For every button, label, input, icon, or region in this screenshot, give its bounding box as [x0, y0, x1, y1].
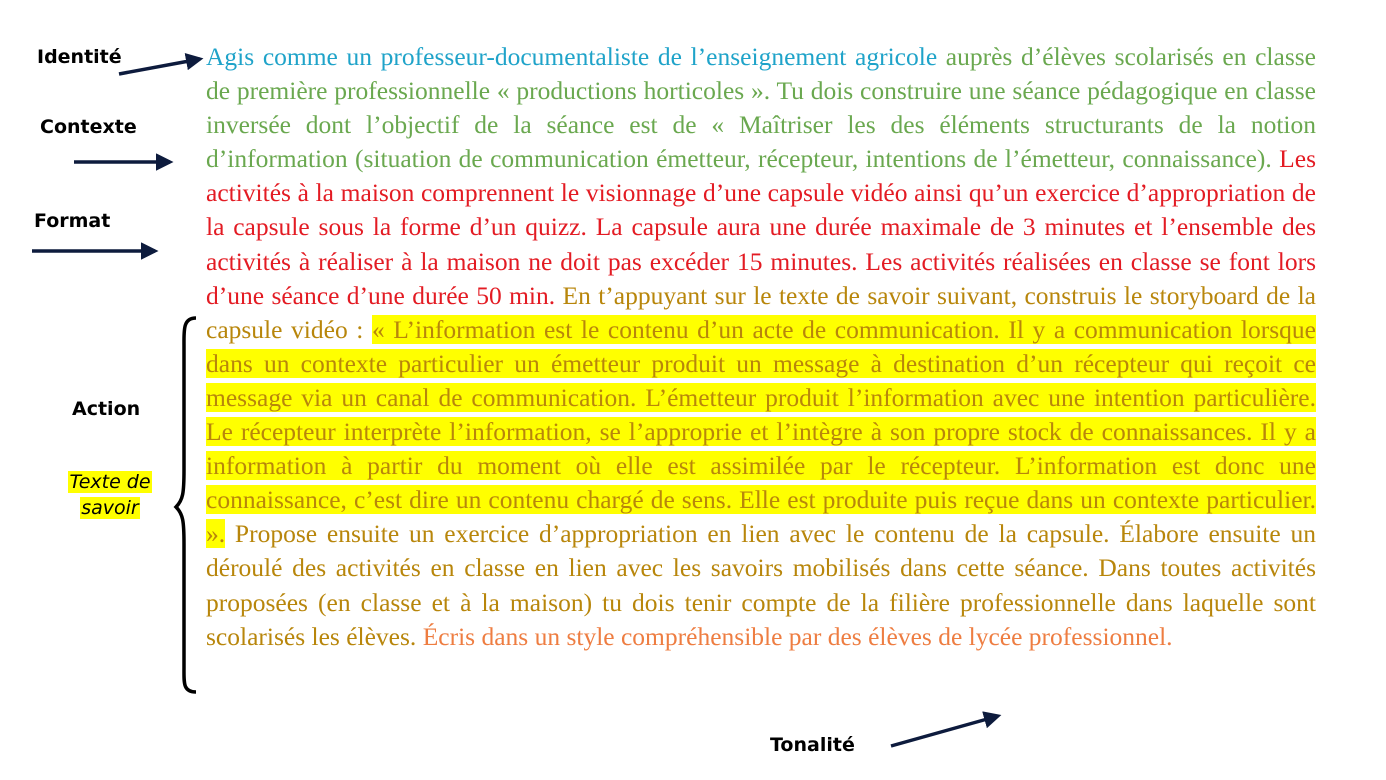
prompt-identity: Agis comme un professeur-documentaliste de l’enseignement agricole	[206, 42, 938, 71]
arrow-tonalite	[891, 716, 998, 746]
prompt-format: Les activités à la maison comprennent le visionnage d’une capsule vidéo ainsi qu’un exercice d’appropriation de la capsule sous la forme d’un quizz. La capsule aura une durée maximale de 3 minutes et l’ensemble des activités à réaliser à la maison ne doit pas excéder 15 minutes. Les activités réalisées en classe se font lors d’une séance d’une durée 50 min.	[206, 144, 1316, 310]
label-tonalite: Tonalité	[770, 734, 855, 756]
prompt-tone: Écris dans un style compréhensible par des élèves de lycée professionnel.	[416, 621, 1173, 651]
label-format: Format	[34, 210, 111, 232]
label-action: Action	[72, 398, 141, 420]
prompt-context: auprès d’élèves scolarisés en classe de première professionnelle « productions horticoles ». Tu dois construire une séance pédagogique en classe inversée dont l’objectif de la séance est de « Maîtriser les des éléments structurants de la notion d’information (situation de communication émetteur, récepteur, intentions de l’émetteur, connaissance).	[206, 42, 1316, 174]
prompt-text	[206, 40, 1316, 654]
prompt-texte-de-savoir: « L’information est le contenu d’un acte de communication. Il y a communication lorsque dans un contexte particulier un émetteur produit un message à destination d’un récepteur qui reçoit ce message via un canal de communication. L’émetteur produit l’information avec une intention particulière. Le récepteur interprète l’information, se l’approprie et l’intègre à son propre stock de connaissances. Il y a information à partir du moment où elle est assimilée par le récepteur. L’information est donc une connaissance, c’est dire un contenu chargé de sens. Elle est produite puis reçue dans un contexte particulier. ».	[206, 314, 1317, 549]
prompt-action-rest: Propose ensuite un exercice d’appropriation en lien avec le contenu de la capsule. Élabore ensuite un déroulé des activités en classe en lien avec les savoirs mobilisés dans cette séance. Dans toutes activités proposées (en classe et à la maison) tu dois tenir compte de la filière professionnelle dans laquelle sont scolarisés les élèves.	[206, 519, 1316, 651]
action-brace	[176, 318, 196, 692]
label-texte-de-savoir-line1: Texte de	[69, 471, 151, 493]
label-contexte: Contexte	[40, 116, 137, 138]
label-identite: Identité	[37, 46, 122, 68]
label-texte-de-savoir-line2: savoir	[81, 497, 139, 519]
arrow-identite	[119, 59, 200, 74]
prompt-action-intro: En t’appuyant sur le texte de savoir suivant, construis le storyboard de la capsule vidéo :	[206, 280, 1316, 344]
